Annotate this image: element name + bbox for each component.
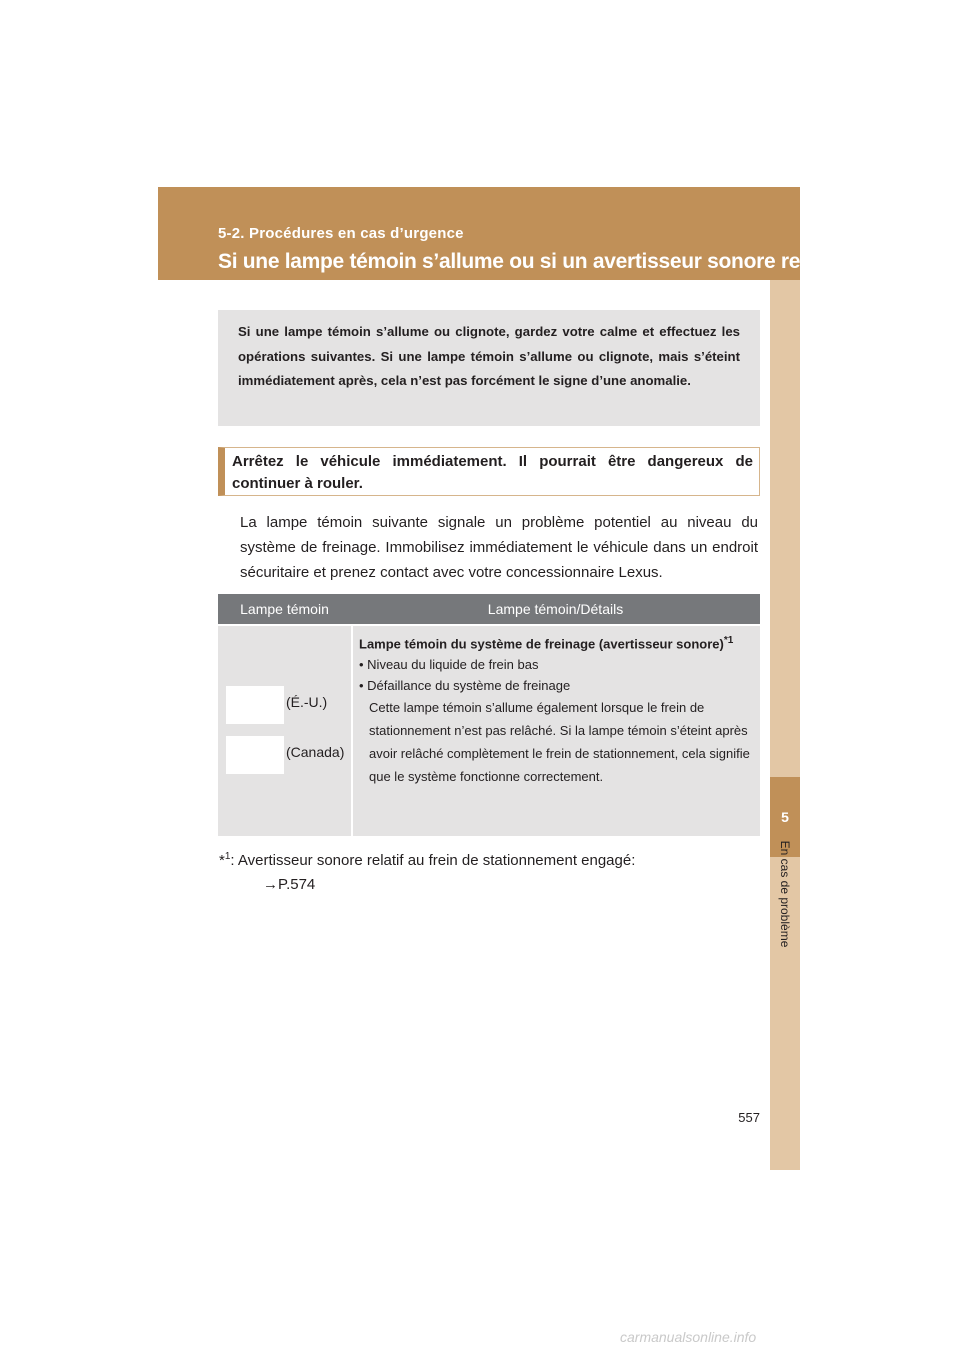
details-title: Lampe témoin du système de freinage (avertisseur sonore)$^{*1}$ xyxy=(359,635,734,652)
page-reference-link[interactable]: →P.574 xyxy=(263,876,316,893)
side-tab xyxy=(770,280,800,1170)
page-number: 557 xyxy=(738,1110,760,1125)
lamp-label-canada: (Canada) xyxy=(286,744,345,760)
bullet-item: • Défaillance du système de freinage xyxy=(359,678,571,694)
bullet-item: • Niveau du liquide de frein bas xyxy=(359,657,539,673)
footnote xyxy=(219,845,759,897)
table-row xyxy=(218,626,760,836)
table-header xyxy=(218,594,760,624)
column-header-details: Lampe témoin/Détails xyxy=(487,601,624,617)
footnote-line: *$^1$: Avertisseur sonore relatif au frein de stationnement engagé: xyxy=(219,851,636,869)
chapter-number: 5 xyxy=(770,777,800,857)
section-label: 5-2. Procédures en cas d’urgence xyxy=(218,225,464,242)
subheading-text: Arrêtez le véhicule immédiatement. Il pourrait être dangereux de continuer à rouler. xyxy=(232,453,753,492)
intro-text: Si une lampe témoin s’allume ou clignote, gardez votre calme et effectuez les opérations suivantes. Si une lampe témoin s’allume ou clignote, mais s’éteint immédiatement après, cela n’est pas forcément le signe d’une anomalie. xyxy=(238,324,740,388)
page-title: Si une lampe témoin s’allume ou si un avertisseur sonore retentit... xyxy=(218,250,867,273)
brake-warning-lamp-icon xyxy=(226,686,284,724)
column-divider xyxy=(351,626,353,836)
lamp-details xyxy=(359,626,754,788)
lamp-label-us: (É.-U.) xyxy=(286,694,328,710)
column-header-lamp: Lampe témoin xyxy=(240,601,329,617)
chapter-caption: En cas de problème xyxy=(778,840,792,948)
body-paragraph: La lampe témoin suivante signale un problème potentiel au niveau du système de freinage. Immobilisez immédiatement le véhicule dans un endroit sécuritaire et prenez contact avec votre concessionnaire Lexus. xyxy=(240,514,758,581)
warning-subheading xyxy=(218,447,760,496)
intro-box xyxy=(218,310,760,426)
footnote-marker: *1 xyxy=(723,635,734,646)
watermark: carmanualsonline.info xyxy=(620,1329,757,1345)
details-note: Cette lampe témoin s’allume également lorsque le frein de stationnement n’est pas relâché. Si la lampe témoin s’éteint après avoir relâché complètement le frein de stationnement, cela signifie que le système fonctionne correctement. xyxy=(369,700,750,785)
brake-warning-lamp-canada-icon xyxy=(226,736,284,774)
